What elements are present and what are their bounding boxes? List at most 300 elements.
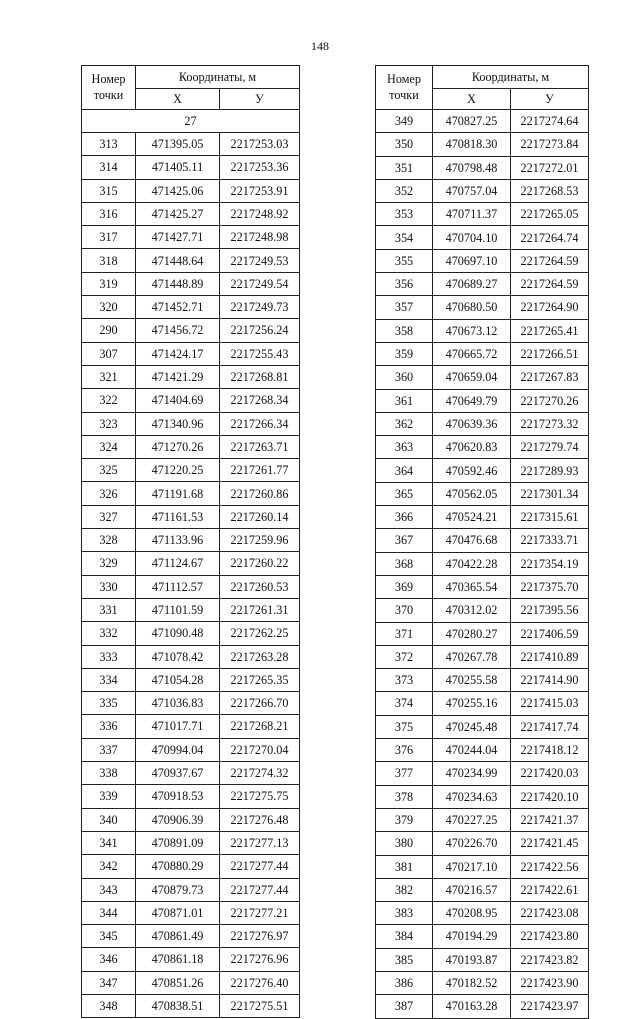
table-row (376, 179, 589, 202)
y-coordinate-cell: 2217274.32 (220, 762, 300, 785)
x-coordinate-cell: 470697.10 (433, 249, 511, 272)
y-coordinate-cell: 2217253.36 (220, 156, 300, 179)
x-coordinate-cell: 470659.04 (433, 366, 511, 389)
point-number-cell: 356 (376, 273, 433, 296)
y-coordinate-cell: 2217268.21 (220, 715, 300, 738)
table-row (376, 995, 589, 1018)
table-row (82, 994, 300, 1017)
y-coordinate-cell: 2217423.08 (511, 902, 589, 925)
table-row (82, 412, 300, 435)
x-coordinate-cell: 470255.58 (433, 669, 511, 692)
y-coordinate-cell: 2217249.73 (220, 296, 300, 319)
y-coordinate-cell: 2217289.93 (511, 459, 589, 482)
y-coordinate-cell: 2217273.32 (511, 412, 589, 435)
point-number-cell: 314 (82, 156, 136, 179)
x-coordinate-cell: 471133.96 (136, 529, 220, 552)
point-number-cell: 348 (82, 994, 136, 1017)
x-coordinate-cell: 470798.48 (433, 156, 511, 179)
point-number-cell: 382 (376, 878, 433, 901)
table-row (82, 552, 300, 575)
x-coordinate-cell: 470245.48 (433, 715, 511, 738)
x-coordinate-cell: 471427.71 (136, 226, 220, 249)
x-coordinate-cell: 471101.59 (136, 598, 220, 621)
table-row (376, 878, 589, 901)
table-row (376, 133, 589, 156)
point-number-cell: 378 (376, 785, 433, 808)
point-number-cell: 328 (82, 529, 136, 552)
table-row (376, 599, 589, 622)
x-coordinate-cell: 470216.57 (433, 878, 511, 901)
point-number-cell: 355 (376, 249, 433, 272)
table-row (376, 575, 589, 598)
point-number-cell: 358 (376, 319, 433, 342)
y-coordinate-cell: 2217275.75 (220, 785, 300, 808)
section-label: 27 (82, 110, 300, 133)
x-coordinate-cell: 470193.87 (433, 948, 511, 971)
table-row (376, 832, 589, 855)
point-number-cell: 387 (376, 995, 433, 1018)
table-row (376, 762, 589, 785)
point-number-cell: 338 (82, 762, 136, 785)
table-row (376, 948, 589, 971)
table-row (376, 296, 589, 319)
y-coordinate-cell: 2217268.53 (511, 179, 589, 202)
point-number-cell: 360 (376, 366, 433, 389)
y-coordinate-cell: 2217277.21 (220, 901, 300, 924)
y-coordinate-cell: 2217248.92 (220, 202, 300, 225)
x-coordinate-cell: 470234.63 (433, 785, 511, 808)
table-row (376, 366, 589, 389)
table-row (376, 249, 589, 272)
y-coordinate-cell: 2217265.41 (511, 319, 589, 342)
x-column-header: X (433, 89, 511, 110)
table-row (376, 902, 589, 925)
point-number-cell: 362 (376, 412, 433, 435)
point-number-cell: 330 (82, 575, 136, 598)
table-row (82, 482, 300, 505)
point-number-cell: 323 (82, 412, 136, 435)
x-coordinate-cell: 470244.04 (433, 739, 511, 762)
table-row (376, 226, 589, 249)
x-coordinate-cell: 471161.53 (136, 505, 220, 528)
x-coordinate-cell: 470226.70 (433, 832, 511, 855)
y-coordinate-cell: 2217253.91 (220, 179, 300, 202)
table-row (376, 436, 589, 459)
x-coordinate-cell: 471112.57 (136, 575, 220, 598)
x-coordinate-cell: 470851.26 (136, 971, 220, 994)
table-row (376, 389, 589, 412)
x-coordinate-cell: 470665.72 (433, 342, 511, 365)
table-row (376, 785, 589, 808)
x-coordinate-cell: 470592.46 (433, 459, 511, 482)
table-row (82, 948, 300, 971)
y-coordinate-cell: 2217354.19 (511, 552, 589, 575)
point-number-cell: 380 (376, 832, 433, 855)
table-row (376, 971, 589, 994)
y-column-header: У (220, 89, 300, 110)
table-row (82, 179, 300, 202)
table-row (376, 529, 589, 552)
table-row (376, 645, 589, 668)
point-number-cell: 363 (376, 436, 433, 459)
y-coordinate-cell: 2217420.03 (511, 762, 589, 785)
point-number-cell: 334 (82, 668, 136, 691)
x-column-header: X (136, 89, 220, 110)
x-coordinate-cell: 471456.72 (136, 319, 220, 342)
y-coordinate-cell: 2217422.56 (511, 855, 589, 878)
x-coordinate-cell: 470422.28 (433, 552, 511, 575)
table-row (82, 365, 300, 388)
x-coordinate-cell: 470827.25 (433, 110, 511, 133)
table-row (82, 249, 300, 272)
table-row (82, 668, 300, 691)
table-row (82, 272, 300, 295)
point-number-cell: 386 (376, 971, 433, 994)
point-number-cell: 366 (376, 506, 433, 529)
y-coordinate-cell: 2217253.03 (220, 133, 300, 156)
page-number: 148 (311, 39, 329, 53)
point-number-cell: 383 (376, 902, 433, 925)
point-number-cell: 371 (376, 622, 433, 645)
y-coordinate-cell: 2217259.96 (220, 529, 300, 552)
y-coordinate-cell: 2217423.80 (511, 925, 589, 948)
y-coordinate-cell: 2217261.31 (220, 598, 300, 621)
point-number-cell: 315 (82, 179, 136, 202)
point-number-cell: 344 (82, 901, 136, 924)
x-coordinate-cell: 470365.54 (433, 575, 511, 598)
point-number-cell: 349 (376, 110, 433, 133)
y-coordinate-cell: 2217276.97 (220, 925, 300, 948)
y-coordinate-cell: 2217406.59 (511, 622, 589, 645)
x-coordinate-cell: 471270.26 (136, 435, 220, 458)
y-coordinate-cell: 2217267.83 (511, 366, 589, 389)
point-number-cell: 359 (376, 342, 433, 365)
x-coordinate-cell: 471340.96 (136, 412, 220, 435)
point-number-cell: 342 (82, 855, 136, 878)
point-number-cell: 350 (376, 133, 433, 156)
x-coordinate-cell: 470267.78 (433, 645, 511, 668)
point-number-cell: 316 (82, 202, 136, 225)
x-coordinate-cell: 470234.99 (433, 762, 511, 785)
x-coordinate-cell: 470680.50 (433, 296, 511, 319)
x-coordinate-cell: 470673.12 (433, 319, 511, 342)
point-number-cell: 343 (82, 878, 136, 901)
y-coordinate-cell: 2217410.89 (511, 645, 589, 668)
y-coordinate-cell: 2217263.28 (220, 645, 300, 668)
y-coordinate-cell: 2217256.24 (220, 319, 300, 342)
table-row (376, 552, 589, 575)
point-number-cell: 339 (82, 785, 136, 808)
point-number-cell: 320 (82, 296, 136, 319)
x-coordinate-cell: 470994.04 (136, 738, 220, 761)
x-coordinate-cell: 470217.10 (433, 855, 511, 878)
table-row (82, 622, 300, 645)
x-coordinate-cell: 470620.83 (433, 436, 511, 459)
table-row (376, 669, 589, 692)
y-coordinate-cell: 2217264.74 (511, 226, 589, 249)
point-number-cell: 351 (376, 156, 433, 179)
point-number-cell: 365 (376, 482, 433, 505)
point-number-cell: 317 (82, 226, 136, 249)
x-coordinate-cell: 470524.21 (433, 506, 511, 529)
x-coordinate-cell: 470861.18 (136, 948, 220, 971)
y-coordinate-cell: 2217301.34 (511, 482, 589, 505)
y-coordinate-cell: 2217333.71 (511, 529, 589, 552)
point-number-cell: 347 (82, 971, 136, 994)
y-coordinate-cell: 2217264.90 (511, 296, 589, 319)
x-coordinate-cell: 470937.67 (136, 762, 220, 785)
point-number-cell: 376 (376, 739, 433, 762)
point-number-cell: 335 (82, 692, 136, 715)
x-coordinate-cell: 470757.04 (433, 179, 511, 202)
x-coordinate-cell: 470906.39 (136, 808, 220, 831)
x-coordinate-cell: 470280.27 (433, 622, 511, 645)
table-row (376, 156, 589, 179)
table-row (376, 925, 589, 948)
y-coordinate-cell: 2217268.34 (220, 389, 300, 412)
x-coordinate-cell: 470879.73 (136, 878, 220, 901)
y-coordinate-cell: 2217264.59 (511, 273, 589, 296)
y-coordinate-cell: 2217266.34 (220, 412, 300, 435)
y-coordinate-cell: 2217266.70 (220, 692, 300, 715)
y-coordinate-cell: 2217277.13 (220, 831, 300, 854)
y-coordinate-cell: 2217266.51 (511, 342, 589, 365)
x-coordinate-cell: 470880.29 (136, 855, 220, 878)
table-row (82, 715, 300, 738)
table-row (82, 202, 300, 225)
y-coordinate-cell: 2217423.97 (511, 995, 589, 1018)
point-number-cell: 354 (376, 226, 433, 249)
x-coordinate-cell: 471395.05 (136, 133, 220, 156)
x-coordinate-cell: 470689.27 (433, 273, 511, 296)
point-number-cell: 345 (82, 925, 136, 948)
y-coordinate-cell: 2217276.96 (220, 948, 300, 971)
y-coordinate-cell: 2217423.90 (511, 971, 589, 994)
point-number-cell: 377 (376, 762, 433, 785)
point-number-cell: 329 (82, 552, 136, 575)
point-number-cell: 326 (82, 482, 136, 505)
table-row (376, 506, 589, 529)
y-coordinate-cell: 2217277.44 (220, 878, 300, 901)
coordinates-table-left (81, 65, 300, 1018)
x-coordinate-cell: 470562.05 (433, 482, 511, 505)
x-coordinate-cell: 470182.52 (433, 971, 511, 994)
table-row (82, 971, 300, 994)
y-coordinate-cell: 2217255.43 (220, 342, 300, 365)
x-coordinate-cell: 470838.51 (136, 994, 220, 1017)
x-coordinate-cell: 470476.68 (433, 529, 511, 552)
x-coordinate-cell: 470312.02 (433, 599, 511, 622)
y-coordinate-cell: 2217420.10 (511, 785, 589, 808)
y-coordinate-cell: 2217268.81 (220, 365, 300, 388)
x-coordinate-cell: 470255.16 (433, 692, 511, 715)
y-coordinate-cell: 2217249.54 (220, 272, 300, 295)
point-number-cell: 322 (82, 389, 136, 412)
y-coordinate-cell: 2217270.04 (220, 738, 300, 761)
x-coordinate-cell: 470227.25 (433, 808, 511, 831)
y-coordinate-cell: 2217262.25 (220, 622, 300, 645)
x-coordinate-cell: 471425.06 (136, 179, 220, 202)
point-number-cell: 327 (82, 505, 136, 528)
y-coordinate-cell: 2217423.82 (511, 948, 589, 971)
x-coordinate-cell: 471124.67 (136, 552, 220, 575)
point-number-cell: 319 (82, 272, 136, 295)
table-row (82, 133, 300, 156)
table-row (376, 482, 589, 505)
x-coordinate-cell: 471191.68 (136, 482, 220, 505)
y-coordinate-cell: 2217275.51 (220, 994, 300, 1017)
table-row (82, 855, 300, 878)
y-coordinate-cell: 2217261.77 (220, 459, 300, 482)
y-coordinate-cell: 2217272.01 (511, 156, 589, 179)
y-coordinate-cell: 2217249.53 (220, 249, 300, 272)
point-number-header: Номер точки (376, 66, 433, 110)
point-number-cell: 381 (376, 855, 433, 878)
y-coordinate-cell: 2217276.48 (220, 808, 300, 831)
table-row (376, 692, 589, 715)
y-coordinate-cell: 2217277.44 (220, 855, 300, 878)
y-coordinate-cell: 2217417.74 (511, 715, 589, 738)
y-coordinate-cell: 2217422.61 (511, 878, 589, 901)
y-coordinate-cell: 2217264.59 (511, 249, 589, 272)
y-coordinate-cell: 2217248.98 (220, 226, 300, 249)
x-coordinate-cell: 470639.36 (433, 412, 511, 435)
y-coordinate-cell: 2217260.53 (220, 575, 300, 598)
point-number-cell: 368 (376, 552, 433, 575)
table-row (82, 831, 300, 854)
point-number-cell: 384 (376, 925, 433, 948)
x-coordinate-cell: 471078.42 (136, 645, 220, 668)
x-coordinate-cell: 471448.64 (136, 249, 220, 272)
y-coordinate-cell: 2217270.26 (511, 389, 589, 412)
x-coordinate-cell: 471405.11 (136, 156, 220, 179)
point-number-cell: 367 (376, 529, 433, 552)
y-column-header: У (511, 89, 589, 110)
x-coordinate-cell: 471090.48 (136, 622, 220, 645)
table-row (82, 389, 300, 412)
y-coordinate-cell: 2217279.74 (511, 436, 589, 459)
table-row (376, 273, 589, 296)
x-coordinate-cell: 471448.89 (136, 272, 220, 295)
table-row (82, 226, 300, 249)
point-number-cell: 318 (82, 249, 136, 272)
table-row (82, 459, 300, 482)
table-row (376, 459, 589, 482)
y-coordinate-cell: 2217260.86 (220, 482, 300, 505)
point-number-cell: 290 (82, 319, 136, 342)
y-coordinate-cell: 2217395.56 (511, 599, 589, 622)
x-coordinate-cell: 470163.28 (433, 995, 511, 1018)
x-coordinate-cell: 471424.17 (136, 342, 220, 365)
point-number-cell: 331 (82, 598, 136, 621)
y-coordinate-cell: 2217415.03 (511, 692, 589, 715)
table-row (82, 785, 300, 808)
table-row (82, 878, 300, 901)
point-number-cell: 346 (82, 948, 136, 971)
y-coordinate-cell: 2217414.90 (511, 669, 589, 692)
point-number-cell: 341 (82, 831, 136, 854)
table-row (82, 296, 300, 319)
table-row (376, 203, 589, 226)
table-row (82, 435, 300, 458)
y-coordinate-cell: 2217276.40 (220, 971, 300, 994)
table-row (376, 622, 589, 645)
x-coordinate-cell: 471220.25 (136, 459, 220, 482)
table-row (82, 598, 300, 621)
y-coordinate-cell: 2217263.71 (220, 435, 300, 458)
coordinates-header: Координаты, м (136, 66, 300, 89)
y-coordinate-cell: 2217273.84 (511, 133, 589, 156)
point-number-cell: 332 (82, 622, 136, 645)
y-coordinate-cell: 2217265.05 (511, 203, 589, 226)
point-number-cell: 370 (376, 599, 433, 622)
y-coordinate-cell: 2217274.64 (511, 110, 589, 133)
x-coordinate-cell: 470711.37 (433, 203, 511, 226)
point-number-cell: 352 (376, 179, 433, 202)
point-number-cell: 369 (376, 575, 433, 598)
y-coordinate-cell: 2217421.45 (511, 832, 589, 855)
x-coordinate-cell: 470871.01 (136, 901, 220, 924)
table-row (376, 412, 589, 435)
point-number-cell: 340 (82, 808, 136, 831)
point-number-cell: 373 (376, 669, 433, 692)
y-coordinate-cell: 2217265.35 (220, 668, 300, 691)
table-row (82, 575, 300, 598)
point-number-cell: 333 (82, 645, 136, 668)
y-coordinate-cell: 2217260.14 (220, 505, 300, 528)
coordinates-table-right (375, 65, 589, 1019)
y-coordinate-cell: 2217421.37 (511, 808, 589, 831)
point-number-cell: 357 (376, 296, 433, 319)
table-row (376, 808, 589, 831)
point-number-cell: 325 (82, 459, 136, 482)
x-coordinate-cell: 471404.69 (136, 389, 220, 412)
table-row (376, 319, 589, 342)
x-coordinate-cell: 471054.28 (136, 668, 220, 691)
point-number-cell: 385 (376, 948, 433, 971)
table-row (82, 342, 300, 365)
x-coordinate-cell: 471017.71 (136, 715, 220, 738)
table-row (82, 925, 300, 948)
x-coordinate-cell: 470704.10 (433, 226, 511, 249)
x-coordinate-cell: 471452.71 (136, 296, 220, 319)
table-row (82, 156, 300, 179)
point-number-cell: 372 (376, 645, 433, 668)
y-coordinate-cell: 2217260.22 (220, 552, 300, 575)
table-row (82, 738, 300, 761)
x-coordinate-cell: 471425.27 (136, 202, 220, 225)
x-coordinate-cell: 470918.53 (136, 785, 220, 808)
point-number-cell: 361 (376, 389, 433, 412)
table-row (82, 529, 300, 552)
table-row (376, 715, 589, 738)
x-coordinate-cell: 471421.29 (136, 365, 220, 388)
point-number-header: Номер точки (82, 66, 136, 110)
table-row (82, 808, 300, 831)
table-row (376, 110, 589, 133)
table-row (376, 739, 589, 762)
x-coordinate-cell: 470208.95 (433, 902, 511, 925)
point-number-cell: 337 (82, 738, 136, 761)
x-coordinate-cell: 470818.30 (433, 133, 511, 156)
table-row (376, 855, 589, 878)
x-coordinate-cell: 470891.09 (136, 831, 220, 854)
x-coordinate-cell: 470194.29 (433, 925, 511, 948)
point-number-cell: 336 (82, 715, 136, 738)
table-row (82, 762, 300, 785)
table-row (82, 319, 300, 342)
y-coordinate-cell: 2217375.70 (511, 575, 589, 598)
